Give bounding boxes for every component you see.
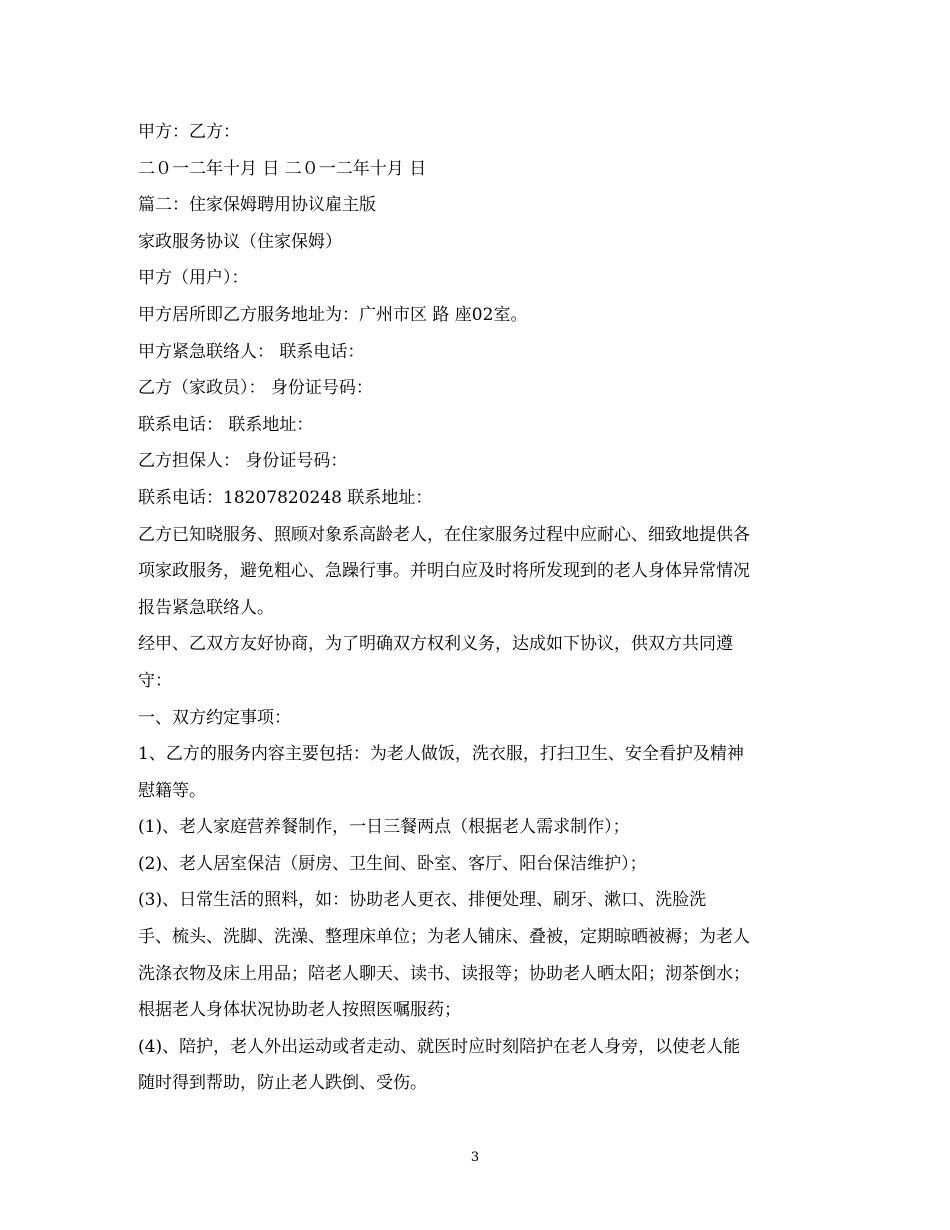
text-line: 手、梳头、洗脚、洗澡、整理床单位；为老人铺床、叠被，定期晾晒被褥；为老人 xyxy=(138,927,750,948)
text-line: 乙方已知晓服务、照顾对象系高龄老人，在住家服务过程中应耐心、细致地提供各 xyxy=(138,524,750,545)
text-line: (2)、老人居室保洁（厨房、卫生间、卧室、客厅、阳台保洁维护）； xyxy=(138,853,647,874)
text-line: 联系电话：18207820248 联系地址： xyxy=(138,487,433,508)
text-line: 甲方：乙方： xyxy=(138,122,240,142)
text-line: 报告紧急联络人。 xyxy=(138,597,274,618)
text-line: 慰籍等。 xyxy=(138,780,206,801)
text-line: 洗涤衣物及床上用品；陪老人聊天、读书、读报等；协助老人晒太阳；沏茶倒水； xyxy=(138,963,750,984)
text-line: (4)、陪护，老人外出运动或者走动、就医时应时刻陪护在老人身旁，以使老人能 xyxy=(138,1036,741,1057)
text-line: (1)、老人家庭营养餐制作，一日三餐两点（根据老人需求制作）； xyxy=(138,817,630,838)
text-line: 篇二：住家保姆聘用协议雇主版 xyxy=(138,195,376,216)
text-line: 乙方担保人： 身份证号码： xyxy=(138,451,348,472)
page-number: 3 xyxy=(470,1150,480,1165)
text-line: 项家政服务，避免粗心、急躁行事。并明白应及时将所发现到的老人身体异常情况 xyxy=(138,561,750,582)
text-line: 乙方（家政员）： 身份证号码： xyxy=(138,378,373,399)
text-line: 甲方居所即乙方服务地址为：广州市区 路 座02室。 xyxy=(138,304,528,325)
text-line: 经甲、乙双方友好协商，为了明确双方权利义务，达成如下协议，供双方共同遵 xyxy=(138,634,733,655)
text-line: 一、双方约定事项： xyxy=(138,707,291,728)
text-line: 随时得到帮助，防止老人跌倒、受伤。 xyxy=(138,1073,427,1094)
document-body xyxy=(138,114,818,1102)
text-line: 联系电话： 联系地址： xyxy=(138,414,314,435)
text-line: 守： xyxy=(138,670,172,691)
text-line: 根据老人身体状况协助老人按照医嘱服药； xyxy=(138,1000,461,1021)
text-line: 甲方（用户）： xyxy=(138,268,249,289)
text-line: 甲方紧急联络人： 联系电话： xyxy=(138,341,365,362)
text-line: 二０一二年十月 日 二０一二年十月 日 xyxy=(138,158,427,179)
text-line: 1、乙方的服务内容主要包括：为老人做饭，洗衣服，打扫卫生、安全看护及精神 xyxy=(138,744,744,765)
text-line: (3)、日常生活的照料，如：协助老人更衣、排便处理、刷牙、漱口、洗脸洗 xyxy=(138,890,707,911)
text-line: 家政服务协议（住家保姆） xyxy=(138,231,342,252)
